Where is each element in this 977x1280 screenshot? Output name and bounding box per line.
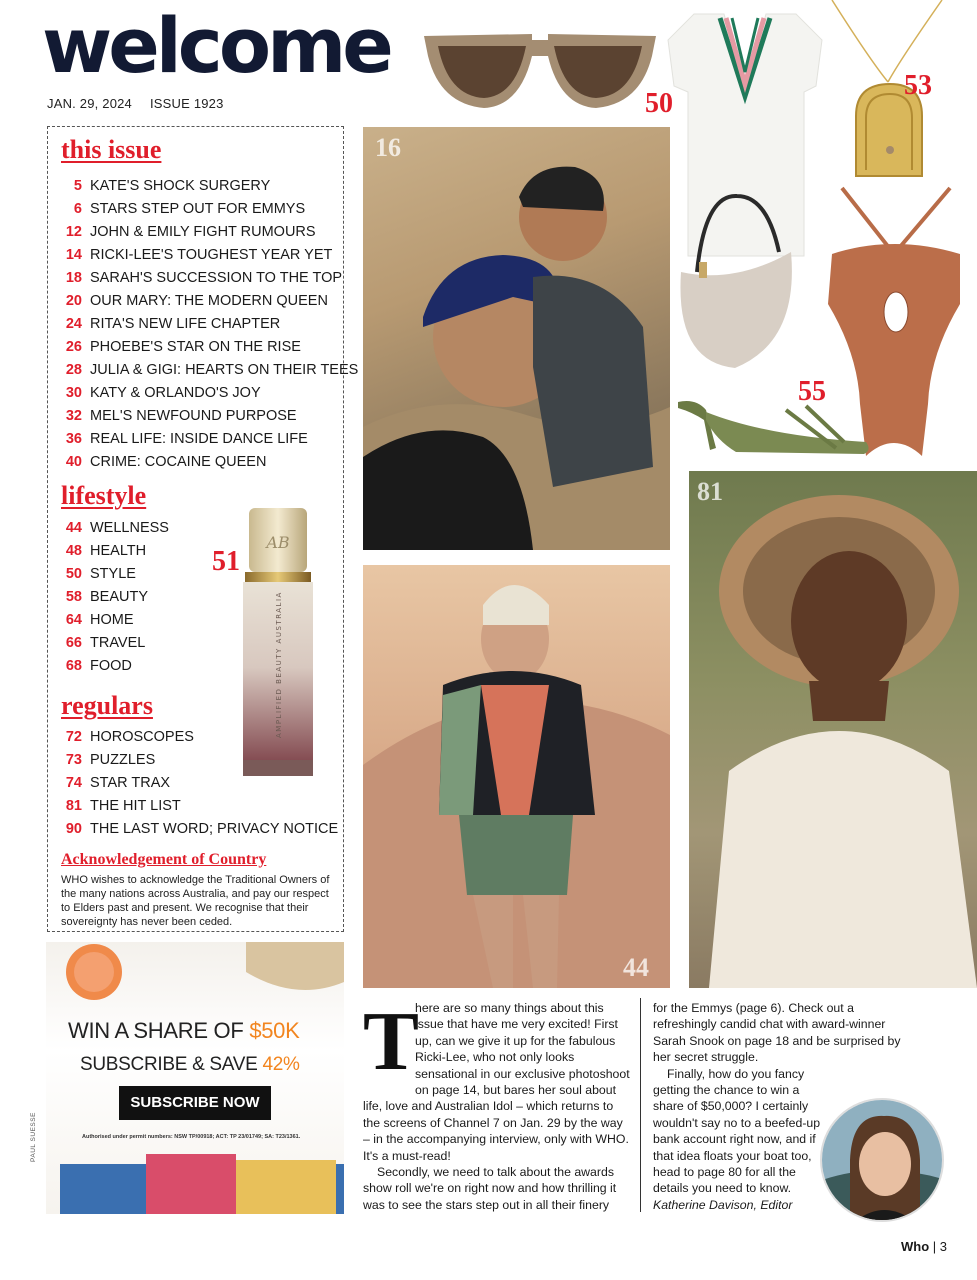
shoes-page-number: 55 <box>798 376 826 407</box>
toc-title: HOROSCOPES <box>90 729 194 745</box>
toc-title: THE HIT LIST <box>90 798 181 814</box>
toc-page-number: 72 <box>65 729 82 745</box>
toc-page-number: 24 <box>65 316 82 332</box>
toc-title: STARS STEP OUT FOR EMMYS <box>90 201 306 217</box>
toc-page-number: 40 <box>65 454 82 470</box>
folio: Who | 3 <box>901 1239 947 1254</box>
perfume-bottle-image <box>241 508 315 780</box>
toc-title: KATE'S SHOCK SURGERY <box>90 178 271 194</box>
toc-title: STYLE <box>90 566 136 582</box>
svg-text:AB: AB <box>266 533 290 552</box>
toc-page-number: 64 <box>65 612 82 628</box>
toc-entry[interactable] <box>48 267 343 290</box>
this-issue-list <box>48 175 359 474</box>
editorial-paragraph: Finally, how do you fancy getting the chance to win a share of $50,000? I certainly wouldn't say no to a beefed-up bank account right now, and if that idea floats your boat too, head to page 80 for all the details you need to know. <box>653 1066 821 1196</box>
toc-title: PHOEBE'S STAR ON THE RISE <box>90 339 301 355</box>
perfume-label: AMPLIFIED BEAUTY AUSTRALIA <box>275 591 283 738</box>
ad-subheadline: SUBSCRIBE & SAVE 42% <box>80 1054 300 1075</box>
toc-page-number: 74 <box>65 775 82 791</box>
editorial-dropcap: T <box>363 995 420 1088</box>
acknowledgement-body: WHO wishes to acknowledge the Traditional Owners of the many nations across Australia, and pay our respect to Elders past and present. We recognise that their sovereignty has never been ceded. <box>61 874 330 928</box>
toc-title: OUR MARY: THE MODERN QUEEN <box>90 293 328 309</box>
editor-avatar <box>820 1098 944 1222</box>
toc-page-number: 66 <box>65 635 82 651</box>
editor-signoff: Katherine Davison, Editor <box>653 1197 793 1212</box>
sunglasses-image <box>420 26 660 116</box>
issue-date: JAN. 29, 2024 <box>47 96 132 111</box>
toc-page-number: 44 <box>65 520 82 536</box>
toc-entry[interactable] <box>48 313 338 336</box>
ad-headline: WIN A SHARE OF $50K <box>68 1018 300 1043</box>
perfume-page-number: 51 <box>212 546 240 577</box>
page-title: welcome <box>42 1 390 90</box>
toc-entry[interactable] <box>48 198 338 221</box>
toc-title: BEAUTY <box>90 589 149 605</box>
handbag-image <box>675 192 797 382</box>
toc-entry[interactable] <box>48 244 338 267</box>
toc-page-number: 48 <box>65 543 82 559</box>
toc-title: JOHN & EMILY FIGHT RUMOURS <box>90 224 316 240</box>
toc-title: SARAH'S SUCCESSION TO THE TOP <box>90 270 343 286</box>
toc-title: FOOD <box>90 658 132 674</box>
toc-title: RICKI-LEE'S TOUGHEST YEAR YET <box>90 247 333 263</box>
toc-entry[interactable] <box>48 405 338 428</box>
toc-page-number: 68 <box>65 658 82 674</box>
photo-credit: PAUL SUESSE <box>30 1112 37 1162</box>
editorial-paragraph: here are so many things about this issue that have me very excited! First up, can we give it up for the fabulous Ricki-Lee, who not only looks sensational in our exclusive photoshoot on page 14, but bares her soul about life, love and Australian Idol – which returns to the screens of Channel 7 on Jan. 29 by the way – in the accompanying interview, only with WHO. It's a must-read! <box>363 1001 630 1163</box>
toc-page-number: 18 <box>65 270 82 286</box>
sunglasses-page-number: 50 <box>645 88 673 119</box>
editorial-paragraph: for the Emmys (page 6). Check out a refreshingly candid chat with award-winner Sarah Snook on page 18 and be surprised by her secret struggle. <box>653 1001 901 1065</box>
activewear-photo <box>363 565 670 988</box>
activewear-page-number: 44 <box>623 953 649 982</box>
toc-entry[interactable] <box>48 175 338 198</box>
selfie-page-number: 16 <box>375 133 401 162</box>
toc-title: MEL'S NEWFOUND PURPOSE <box>90 408 297 424</box>
toc-title: HEALTH <box>90 543 147 559</box>
toc-page-number: 26 <box>65 339 82 355</box>
toc-page-number: 81 <box>65 798 82 814</box>
toc-page-number: 73 <box>65 752 82 768</box>
toc-page-number: 14 <box>65 247 82 263</box>
dateline <box>47 96 224 111</box>
toc-page-number: 20 <box>65 293 82 309</box>
toc-page-number: 58 <box>65 589 82 605</box>
green-heels-image <box>676 390 876 460</box>
toc-title: REAL LIFE: INSIDE DANCE LIFE <box>90 431 308 447</box>
portrait-page-number: 81 <box>697 477 723 506</box>
column-divider <box>640 998 641 1212</box>
toc-page-number: 36 <box>65 431 82 447</box>
toc-entry[interactable] <box>48 359 359 382</box>
toc-page-number: 90 <box>65 821 82 837</box>
regulars-heading: regulars <box>61 691 153 720</box>
issue-number: ISSUE 1923 <box>150 96 224 111</box>
toc-entry[interactable] <box>48 451 338 474</box>
toc-entry[interactable] <box>48 382 338 405</box>
toc-page-number: 6 <box>73 201 82 217</box>
toc-title: KATY & ORLANDO'S JOY <box>90 385 261 401</box>
editorial-column-1 <box>363 995 631 1213</box>
toc-page-number: 12 <box>65 224 82 240</box>
toc-title: RITA'S NEW LIFE CHAPTER <box>90 316 281 332</box>
lifestyle-heading: lifestyle <box>61 481 147 510</box>
toc-page-number: 28 <box>65 362 82 378</box>
portrait-photo <box>689 471 977 988</box>
this-issue-heading: this issue <box>61 135 162 164</box>
ad-fine-print: Authorised under permit numbers: NSW TP/00918; ACT: TP 23/01749; SA: T23/1361. <box>82 1134 301 1140</box>
editorial-paragraph: Secondly, we need to talk about the awards show roll we're on right now and how thrilling it was to see the stars step out in all their finery <box>363 1165 617 1212</box>
toc-entry[interactable] <box>48 336 338 359</box>
toc-title: TRAVEL <box>90 635 146 651</box>
toc-page-number: 30 <box>65 385 82 401</box>
acknowledgement-title: Acknowledgement of Country <box>61 851 267 868</box>
toc-title: CRIME: COCAINE QUEEN <box>90 454 267 470</box>
toc-entry[interactable] <box>48 290 338 313</box>
toc-title: PUZZLES <box>90 752 156 768</box>
subscription-ad[interactable] <box>46 942 344 1214</box>
toc-entry[interactable] <box>48 795 338 818</box>
toc-title: WELLNESS <box>90 520 169 536</box>
toc-entry[interactable] <box>48 818 338 841</box>
toc-title: JULIA & GIGI: HEARTS ON THEIR TEES <box>90 362 359 378</box>
toc-title: HOME <box>90 612 134 628</box>
folio-brand: Who <box>901 1239 930 1254</box>
toc-entry[interactable] <box>48 428 338 451</box>
toc-entry[interactable] <box>48 221 338 244</box>
subscribe-now-button[interactable]: SUBSCRIBE NOW <box>119 1086 271 1120</box>
toc-title: THE LAST WORD; PRIVACY NOTICE <box>90 821 339 837</box>
toc-title: STAR TRAX <box>90 775 171 791</box>
toc-page-number: 50 <box>65 566 82 582</box>
necklace-page-number: 53 <box>904 70 932 101</box>
selfie-photo <box>363 127 670 550</box>
folio-page: 3 <box>939 1239 947 1254</box>
toc-page-number: 5 <box>73 178 82 194</box>
toc-page-number: 32 <box>65 408 82 424</box>
